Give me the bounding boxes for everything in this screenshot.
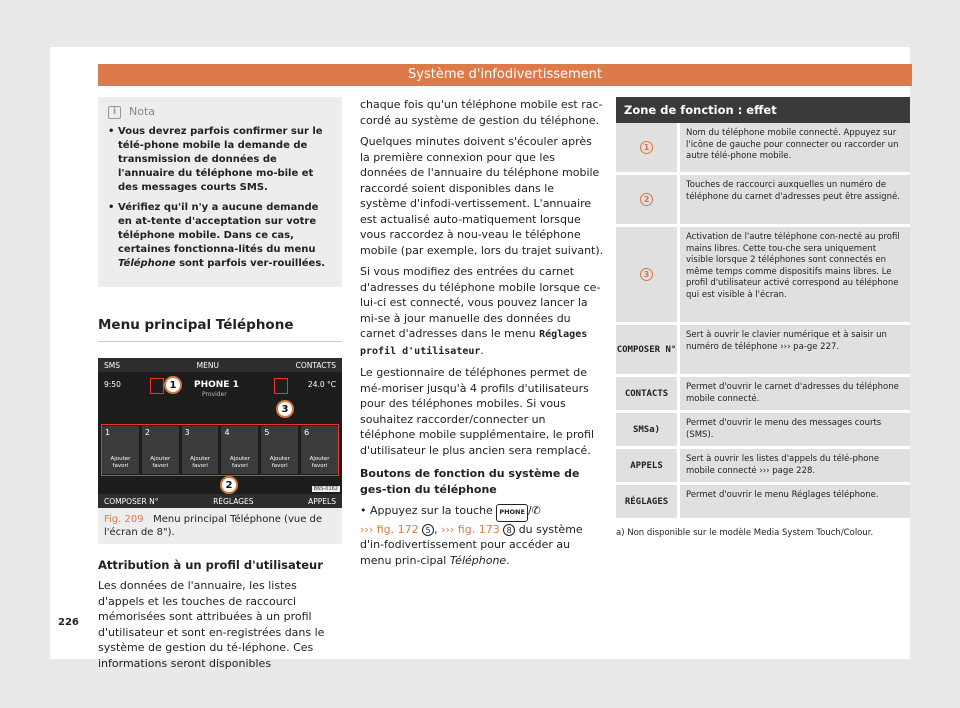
table-row <box>616 325 910 377</box>
table-row <box>616 123 910 175</box>
table-value: Permet d'ouvrir le carnet d'adresses du téléphone mobile connecté. <box>680 377 910 410</box>
bullet-paragraph: • Appuyez sur la touche PHONE /✆ ››› fig. 172 5 , ››› fig. 173 8 du système d'in-fodivertissement pour accéder au menu prin-cipal Téléphone. <box>360 504 583 567</box>
screen-temperature: 24.0 °C <box>307 380 336 389</box>
screen-status-row <box>104 376 336 416</box>
table-row <box>616 449 910 485</box>
screen-phone-name: PHONE 1 <box>194 380 239 390</box>
figure-caption <box>98 508 342 544</box>
screen-composer-button: COMPOSER N° <box>104 496 159 506</box>
figure-ref: B6S-0162 <box>313 486 338 492</box>
nota-item: • Vérifiez qu'il n'y a aucune demande en at-tente d'acceptation sur votre téléphone mobile. Dans ce cas, certaines fonctionna-lités du menu Téléphone sont parfois ver-rouillées. <box>108 201 332 271</box>
table-footnote: a) Non disponible sur le modèle Media System Touch/Colour. <box>616 528 874 538</box>
ref-number: 5 <box>422 524 434 536</box>
table-key: 2 <box>616 175 680 224</box>
table-value: Permet d'ouvrir le menu des messages courts (SMS). <box>680 413 910 446</box>
section-title: Menu principal Téléphone <box>98 317 342 342</box>
phone-handset-icon: ✆ <box>531 504 541 517</box>
attribution-title: Attribution à un profil d'utilisateur <box>98 558 323 572</box>
table-value: Activation de l'autre téléphone con-necté au profil mains libres. Cette tou-che sera uniquement visible lorsque 2 téléphones sont connectés en même temps comme dispositifs mains libres. Le profil d'utilisateur activé correspond au téléphone qui est visible à l'écran. <box>680 227 910 322</box>
phone-screen-figure <box>98 358 342 508</box>
shortcut-slot: 3 Ajouter favori <box>182 426 219 474</box>
nota-menu-name: Téléphone <box>118 258 176 269</box>
callout-2: 2 <box>220 476 238 494</box>
table-header: Zone de fonction : effet <box>616 97 910 123</box>
table-value: Sert à ouvrir les listes d'appels du télé-phone mobile connecté ››› page 228. <box>680 449 910 482</box>
figure-link[interactable]: ››› fig. 173 <box>441 522 500 536</box>
screen-provider: Provider <box>202 391 227 398</box>
paragraph: chaque fois qu'un téléphone mobile est rac-cordé au système de gestion du téléphone. <box>360 98 603 127</box>
table-key: 1 <box>616 123 680 172</box>
screen-menu-button: MENU <box>196 360 219 370</box>
table-row <box>616 175 910 227</box>
column-left <box>98 97 342 671</box>
menu-name: Réglages profil d'utilisateur <box>360 329 588 357</box>
highlight-box <box>150 378 164 394</box>
screen-sms-button: SMS <box>104 360 120 370</box>
highlight-box <box>101 424 339 476</box>
table-row <box>616 485 910 521</box>
nota-box <box>98 97 342 287</box>
paragraph: Le gestionnaire de téléphones permet de mé-moriser jusqu'à 4 profils d'utilisateurs pour des téléphones mobiles. Si vous souhaitez raccorder/connecter un téléphone mobile supplémentaire, le profil d'utilisateur le plus ancien sera remplacé. <box>360 366 595 457</box>
nota-header <box>108 105 332 119</box>
column-middle <box>360 97 604 574</box>
table-value: Touches de raccourci auxquelles un numéro de téléphone du carnet d'adresses peut être assigné. <box>680 175 910 224</box>
table-key: SMSa) <box>616 413 680 446</box>
screen-appels-button: APPELS <box>308 496 336 506</box>
buttons-title: Boutons de fonction du système de ges-tion du téléphone <box>360 467 580 496</box>
screen-top-bar <box>98 358 342 372</box>
page-number: 226 <box>58 617 79 628</box>
nota-list <box>108 125 332 271</box>
page-header: Système d'infodivertissement <box>98 64 912 86</box>
nota-item: • Vous devrez parfois confirmer sur le télé-phone mobile la demande de transmission de données de l'annuaire du téléphone mo-bile et des messages courts SMS. <box>108 125 332 195</box>
page <box>50 47 910 670</box>
screen-reglages-button: RÉGLAGES <box>213 496 254 506</box>
paragraph: Si vous modifiez des entrées du carnet d'adresses du téléphone mobile lorsque ce-lui-ci est connecté, vous pouvez lancer la mi-se à jour manuelle des données du carnet d'adresses dans le menu Réglages profil d'utilisateur. <box>360 265 601 357</box>
shortcut-slot: 5 Ajouter favori <box>261 426 298 474</box>
nota-label: Nota <box>129 105 156 118</box>
phone-key-icon: PHONE <box>496 504 528 522</box>
table-value: Nom du téléphone mobile connecté. Appuyez sur l'icône de gauche pour connecter ou raccorder un autre télé-phone mobile. <box>680 123 910 172</box>
table-key: 3 <box>616 227 680 322</box>
callout-3: 3 <box>276 400 294 418</box>
table-key: RÉGLAGES <box>616 485 680 518</box>
figure-caption-text: Menu principal Téléphone (vue de l'écran de 8"). <box>104 514 323 538</box>
figure-number: Fig. 209 <box>104 514 144 525</box>
table-value: Permet d'ouvrir le menu Réglages téléphone. <box>680 485 910 518</box>
screen-bottom-bar <box>98 494 342 508</box>
shortcut-slot: 4 Ajouter favori <box>221 426 258 474</box>
screen-contacts-button: CONTACTS <box>295 360 336 370</box>
table-row <box>616 377 910 413</box>
table-key: CONTACTS <box>616 377 680 410</box>
callout-1: 1 <box>164 376 182 394</box>
info-icon: i <box>108 106 121 119</box>
table-key: APPELS <box>616 449 680 482</box>
shortcut-slot: 2 Ajouter favori <box>142 426 179 474</box>
figure-link[interactable]: ››› fig. 172 <box>360 522 419 536</box>
attribution-text: Les données de l'annuaire, les listes d'appels et les touches de raccourci mémorisées sont attribuées à un profil d'utilisateur et sont en-registrées dans le système de gestion du té-léphone. Ces informations seront disponibles <box>98 579 325 670</box>
table-value: Sert à ouvrir le clavier numérique et à saisir un numéro de téléphone ››› pa-ge 227. <box>680 325 910 374</box>
shortcut-slot: 6 Ajouter favori <box>301 426 338 474</box>
table-row <box>616 227 910 325</box>
ref-number: 8 <box>503 524 515 536</box>
table-key: COMPOSER N° <box>616 325 680 374</box>
table-row <box>616 413 910 449</box>
shortcut-slot: 1 Ajouter favori <box>102 426 139 474</box>
screen-time: 9:50 <box>104 380 121 389</box>
function-table <box>616 97 910 539</box>
paragraph: Quelques minutes doivent s'écouler après la première connexion pour que les données de l'annuaire du téléphone mobile raccordé soient disponibles dans le système d'infodi-vertissement. L'annuaire est actualisé auto-matiquement lorsque vous raccordez à nou-veau le téléphone mobile (par exemple, lors du trajet suivant). <box>360 135 604 257</box>
highlight-box <box>274 378 288 394</box>
